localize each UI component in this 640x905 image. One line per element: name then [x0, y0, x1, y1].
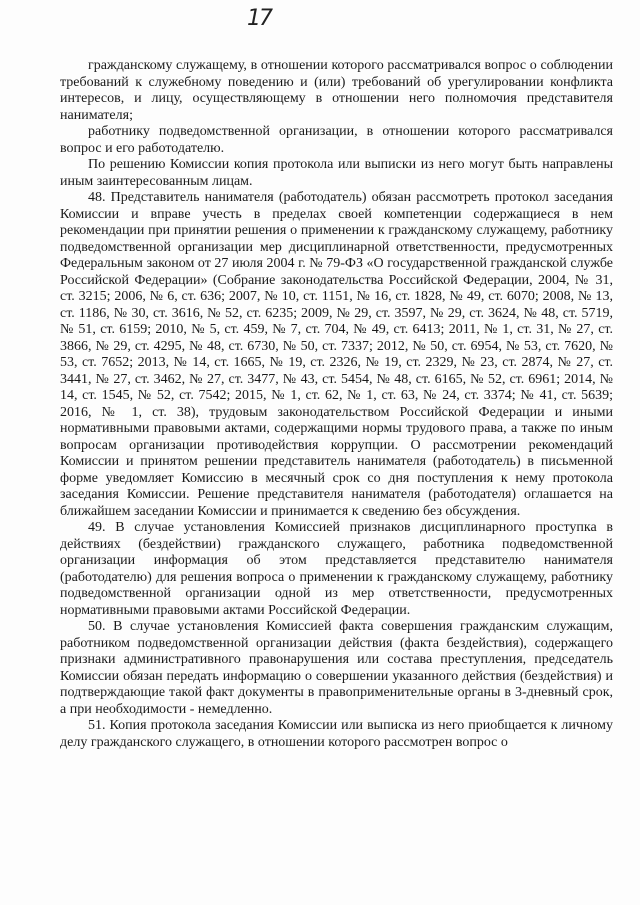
paragraph: По решению Комиссии копия протокола или выписки из него могут быть направлены иным заинтересованным лицам.: [60, 157, 613, 189]
paragraph: 49. В случае установления Комиссией признаков дисциплинарного проступка в действиях (бездействии) гражданского служащего, работника подведомственной организации информация об этом представляется представителю нанимателя (работодателю) для решения вопроса о применении к гражданскому служащему, работнику подведомственной организации одной из мер ответственности, предусмотренных нормативными правовыми актами Российской Федерации.: [60, 520, 613, 618]
page-number: 17: [247, 6, 271, 31]
paragraph: 48. Представитель нанимателя (работодатель) обязан рассмотреть протокол заседания Комиссии и вправе учесть в пределах своей компетенции содержащиеся в нем рекомендации при принятии решения о применении к гражданскому служащему, работнику подведомственной организации мер дисциплинарной ответственности, предусмотренных Федеральным законом от 27 июля 2004 г. № 79-ФЗ «О государственной гражданской службе Российской Федерации» (Собрание законодательства Российской Федерации, 2004, № 31, ст. 3215; 2006, № 6, ст. 636; 2007, № 10, ст. 1151, № 16, ст. 1828, № 49, ст. 6070; 2008, № 13, ст. 1186, № 30, ст. 3616, № 52, ст. 6235; 2009, № 29, ст. 3597, № 29, ст. 3624, № 48, ст. 5719, № 51, ст. 6159; 2010, № 5, ст. 459, № 7, ст. 704, № 49, ст. 6413; 2011, № 1, ст. 31, № 27, ст. 3866, № 29, ст. 4295, № 48, ст. 6730, № 50, ст. 7337; 2012, № 50, ст. 6954, № 53, ст. 7620, № 53, ст. 7652; 2013, № 14, ст. 1665, № 19, ст. 2326, № 19, ст. 2329, № 23, ст. 2874, № 27, ст. 3441, № 27, ст. 3462, № 27, ст. 3477, № 43, ст. 5454, № 48, ст. 6165, № 52, ст. 6961; 2014, № 14, ст. 1545, № 52, ст. 7542; 2015, № 1, ст. 62, № 1, ст. 63, № 24, ст. 3374; № 41, ст. 5639; 2016, № 1, ст. 38), трудовым законодательством Российской Федерации и иными нормативными правовыми актами, содержащими нормы трудового права, а также по иным вопросам организации противодействия коррупции. О рассмотрении рекомендаций Комиссии и принятом решении представитель нанимателя (работодатель) в письменной форме уведомляет Комиссию в месячный срок со дня поступления к нему протокола заседания Комиссии. Решение представителя нанимателя (работодателя) оглашается на ближайшем заседании Комиссии и принимается к сведению без обсуждения.: [60, 190, 613, 519]
body-text: [60, 58, 613, 751]
paragraph: работнику подведомственной организации, в отношении которого рассматривался вопрос и его работодателю.: [60, 124, 613, 156]
paragraph: гражданскому служащему, в отношении которого рассматривался вопрос о соблюдении требований к служебному поведению и (или) требований об урегулировании конфликта интересов, и лицу, осуществляющему в отношении него полномочия представителя нанимателя;: [60, 58, 613, 123]
paragraph: 51. Копия протокола заседания Комиссии или выписка из него приобщается к личному делу гражданского служащего, в отношении которого рассмотрен вопрос о: [60, 718, 613, 750]
paragraph: 50. В случае установления Комиссией факта совершения гражданским служащим, работником подведомственной организации действия (факта бездействия), содержащего признаки административного правонарушения или состава преступления, председатель Комиссии обязан передать информацию о совершении указанного действия (бездействия) и подтверждающие такой факт документы в правоприменительные органы в 3-дневный срок, а при необходимости - немедленно.: [60, 619, 613, 717]
